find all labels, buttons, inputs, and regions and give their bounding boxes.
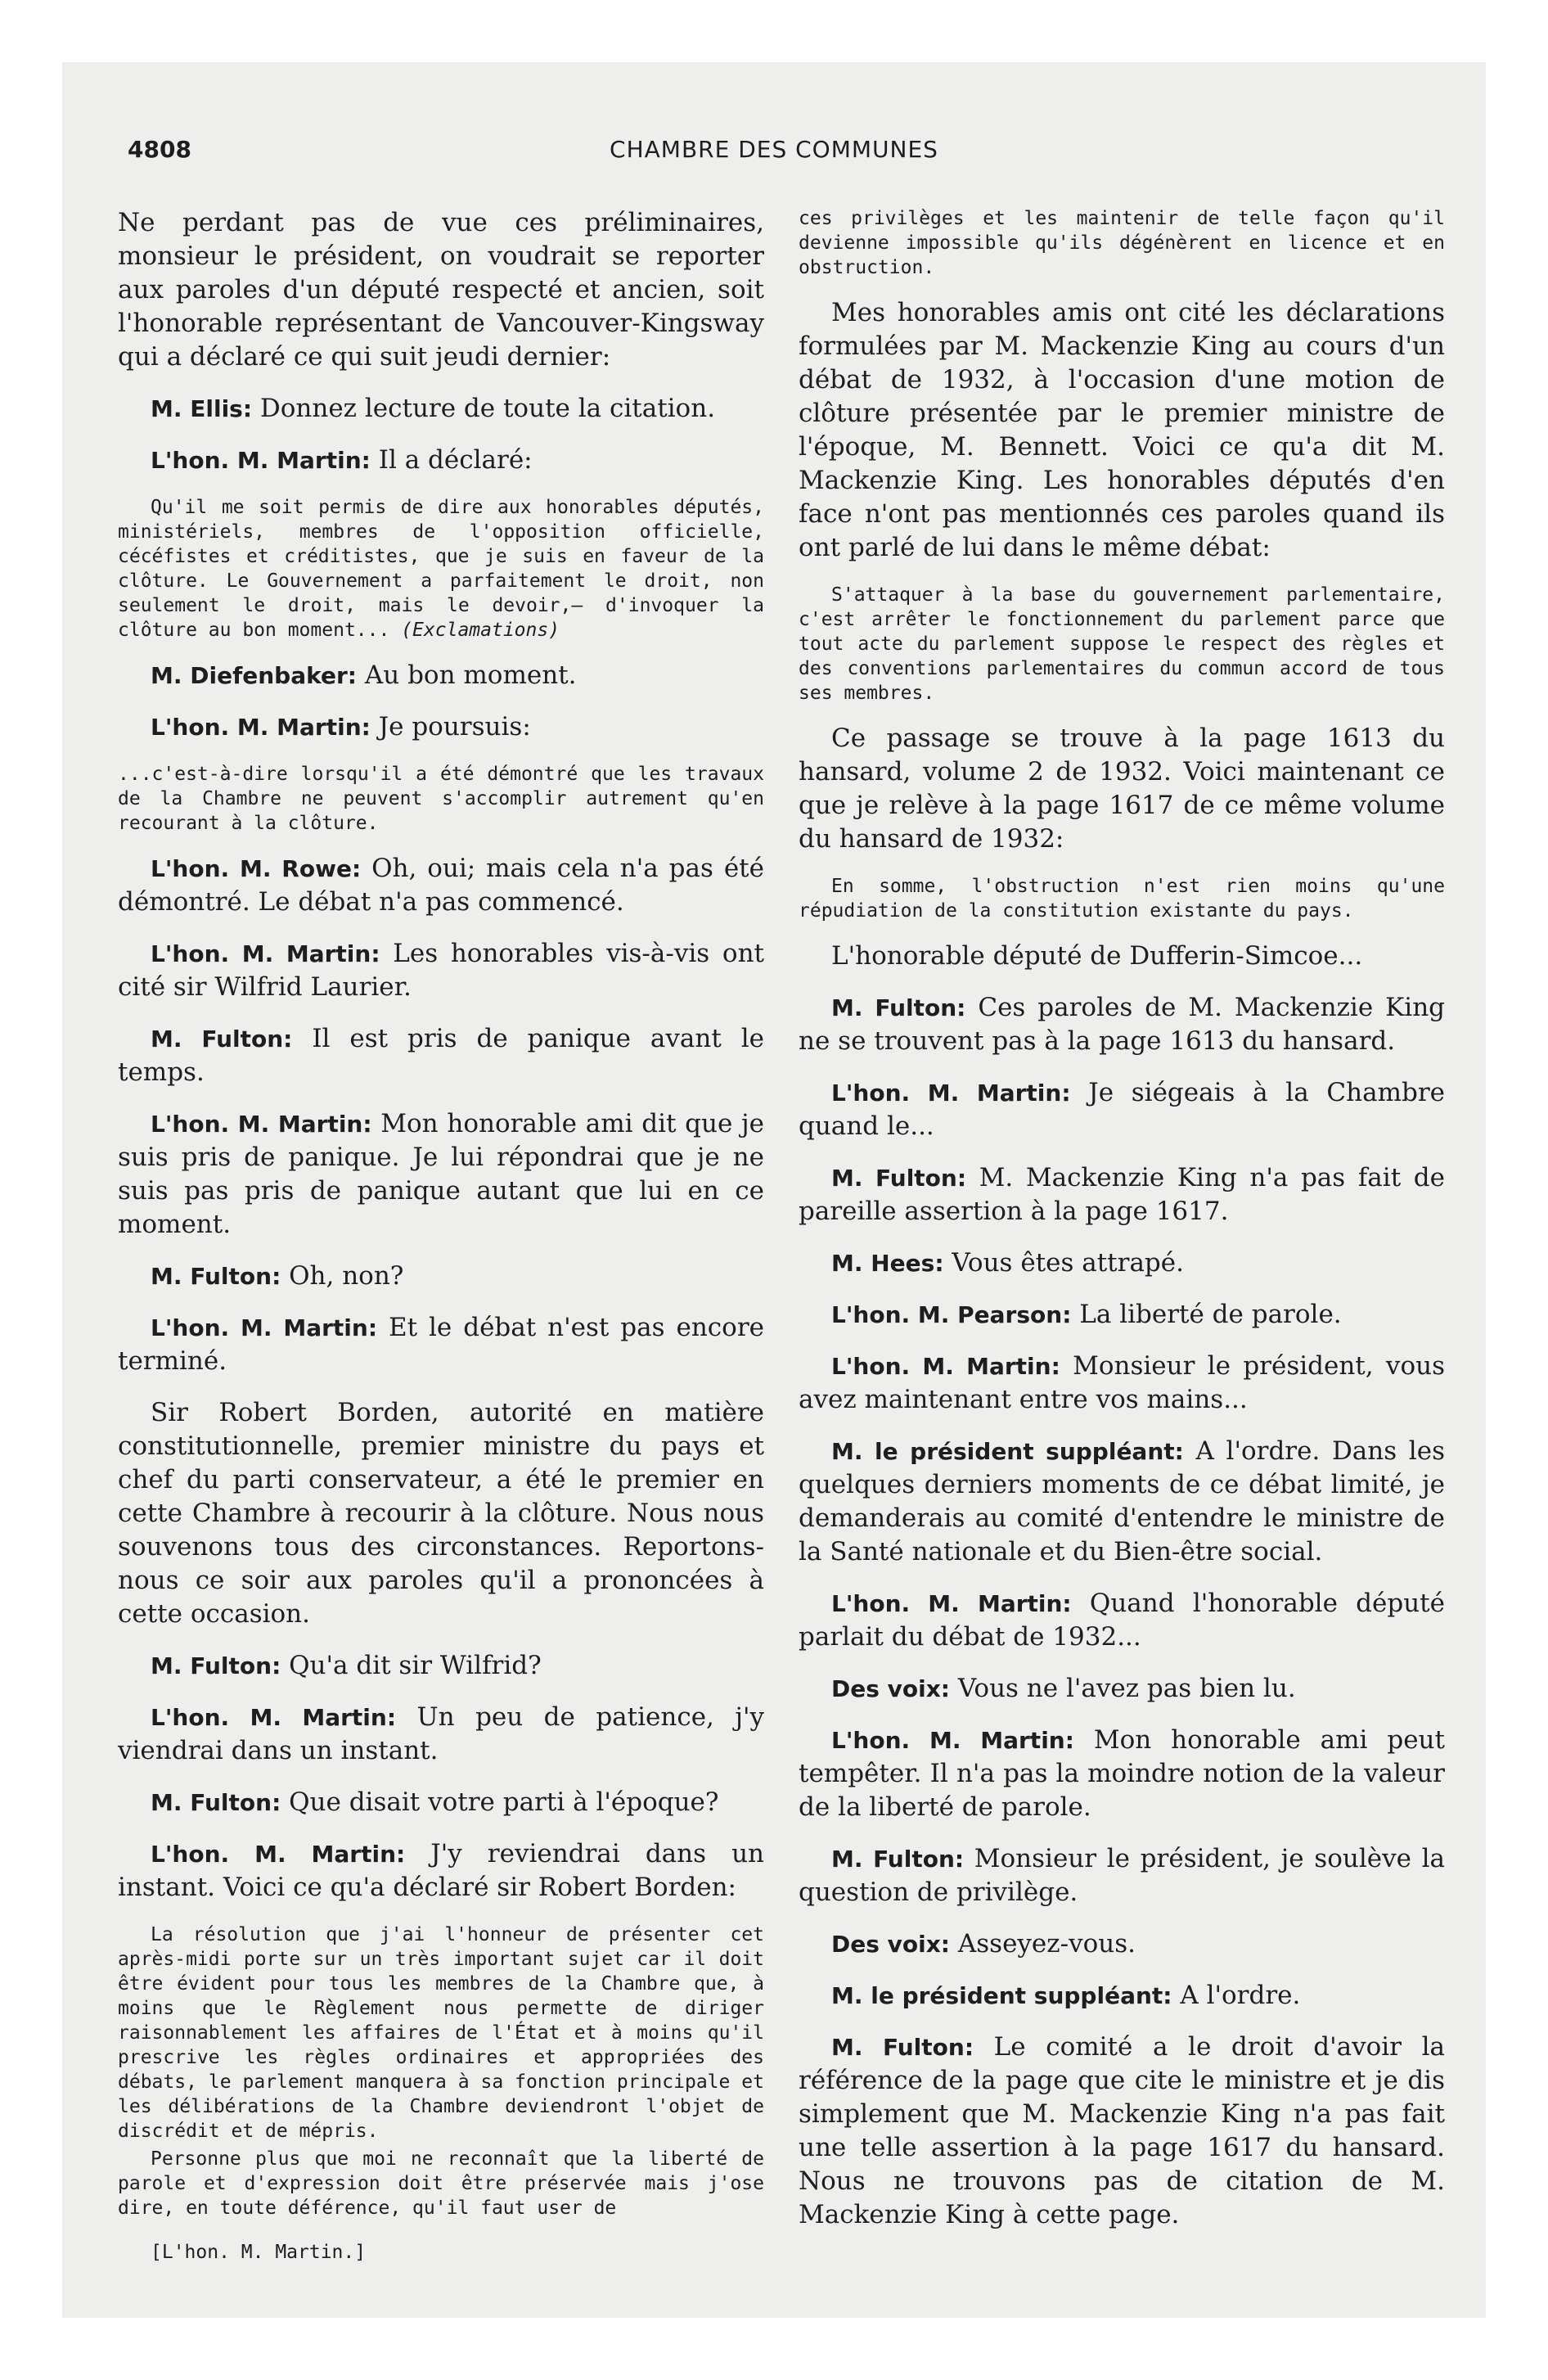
speaker-name: L'hon. M. Pearson:	[831, 1301, 1072, 1328]
right-column	[799, 206, 1445, 2250]
speech-text: Le comité a le droit d'avoir la référence de la page que cite le ministre et je dis simplement que M. Mackenzie King n'a pas fait une telle assertion à la page 1617 du hansard. Nous ne trouvons pas de citation de M. Mackenzie King à cette page.	[799, 2032, 1446, 2229]
speech	[799, 1246, 1445, 1280]
speech	[118, 1701, 764, 1768]
speaker-name: L'hon. M. Rowe:	[151, 855, 362, 882]
speech	[799, 2031, 1445, 2232]
speech-text: La liberté de parole.	[1079, 1300, 1342, 1329]
speaker-name: L'hon. M. Martin:	[151, 1111, 372, 1138]
speech	[118, 1837, 764, 1904]
speech-text: Quand l'honorable député parlait du débat de 1932...	[799, 1589, 1445, 1652]
speech-text: Que disait votre parti à l'époque?	[289, 1787, 719, 1817]
speaker-name: L'hon. M. Martin:	[151, 1704, 397, 1731]
speech	[799, 1672, 1445, 1706]
quotation	[799, 874, 1445, 923]
speech	[118, 1649, 764, 1683]
speaker-name: M. le président suppléant:	[831, 1438, 1184, 1465]
speaker-name: M. Ellis:	[151, 395, 253, 422]
speaker-name: L'hon. M. Martin:	[831, 1353, 1060, 1380]
speaker-name: M. Fulton:	[151, 1789, 281, 1816]
speaker-name: Des voix:	[831, 1675, 950, 1702]
speech-text: J'y reviendrai dans un instant. Voici ce qu'a déclaré sir Robert Borden:	[118, 1839, 765, 1902]
paragraph: Ne perdant pas de vue ces préliminaires, monsieur le président, on voudrait se reporter aux paroles d'un député respecté et ancien, soit l'honorable représentant de Vancouver-Kingsway qui a déclaré ce qui suit jeudi dernier:	[118, 208, 764, 372]
quotation	[799, 583, 1445, 705]
speech	[799, 1298, 1445, 1332]
speech-text: Je siégeais à la Chambre quand le...	[799, 1078, 1445, 1141]
speech-text: Monsieur le président, je soulève la question de privilège.	[799, 1844, 1446, 1907]
speech-text: Il a déclaré:	[378, 445, 533, 475]
speaker-name: L'hon. M. Martin:	[831, 1590, 1072, 1617]
speaker-footer: [L'hon. M. Martin.]	[151, 2242, 367, 2263]
speech	[118, 1107, 764, 1242]
quotation-text: La résolution que j'ai l'honneur de présenter cet après-midi porte sur un très important sujet car il doit être évident pour tous les membres de la Chambre que, à moins que le Règlement nous permette de diriger raisonnablement les affaires de l'État et à moins qu'il prescrive les règles ordinaires et appropriées des débats, le parlement manquera à sa fonction principale et les délibérations de la Chambre deviendront l'objet de discrédit et de mépris.	[118, 1924, 764, 2142]
speech	[799, 1435, 1445, 1569]
speech-text: Oh, oui; mais cela n'a pas été démontré. Le débat n'a pas commencé.	[118, 854, 764, 917]
speech	[799, 991, 1445, 1058]
speech-text: Au bon moment.	[364, 660, 577, 690]
speaker-name: M. Diefenbaker:	[151, 662, 357, 689]
speech	[799, 1979, 1445, 2013]
speech-text: A l'ordre. Dans les quelques derniers moments de ce débat limité, je demanderais au comité d'entendre le ministre de la Santé nationale et du Bien-être social.	[799, 1436, 1445, 1566]
speech	[799, 1724, 1445, 1824]
speech-text: Les honorables vis-à-vis ont cité sir Wilfrid Laurier.	[118, 939, 764, 1002]
speech	[118, 852, 764, 919]
quotation-text: ces privilèges et les maintenir de telle façon qu'il devienne impossible qu'ils dégénèrent en licence et en obstruction.	[799, 208, 1445, 278]
speech-text: Oh, non?	[289, 1261, 404, 1291]
quotation-text: Personne plus que moi ne reconnaît que la liberté de parole et d'expression doit être préservée mais j'ose dire, en toute déférence, qu'il faut user de	[118, 2148, 764, 2219]
speech	[118, 392, 764, 426]
speech-text: Mon honorable ami peut tempêter. Il n'a pas la moindre notion de la valeur de la liberté de parole.	[799, 1725, 1445, 1822]
speech-text: Vous ne l'avez pas bien lu.	[957, 1674, 1296, 1703]
speech	[118, 1311, 764, 1378]
paragraph: L'honorable député de Dufferin-Simcoe...	[831, 941, 1363, 971]
quotation-text: Qu'il me soit permis de dire aux honorables députés, ministériels, membres de l'opposition officielle, cécéfistes et créditistes, que je suis en faveur de la clôture. Le Gouvernement a parfaitement le droit, non seulement le droit, mais le devoir,— d'invoquer la clôture au bon moment...	[118, 497, 764, 641]
hansard-page	[62, 62, 1486, 2318]
quotation-text: S'attaquer à la base du gouvernement parlementaire, c'est arrêter le fonctionnement du parlement parce que tout acte du parlement suppose le respect des règles et des conventions parlementaires du commun accord de tous ses membres.	[799, 584, 1445, 704]
speaker-name: M. Fulton:	[151, 1025, 293, 1053]
page-number: 4808	[128, 136, 191, 163]
speech-text: Il est pris de panique avant le temps.	[118, 1024, 765, 1087]
speech	[118, 1786, 764, 1819]
quotation	[118, 1922, 764, 2143]
speech	[118, 937, 764, 1004]
speech-text: Donnez lecture de toute la citation.	[259, 394, 716, 423]
speech-text: Je poursuis:	[378, 712, 531, 741]
speech-text: M. Mackenzie King n'a pas fait de pareille assertion à la page 1617.	[799, 1163, 1445, 1226]
speaker-name: M. Fulton:	[831, 2034, 974, 2061]
speech	[799, 1161, 1445, 1228]
speech-text: Un peu de patience, j'y viendrai dans un instant.	[118, 1702, 764, 1765]
speech-text: Mon honorable ami dit que je suis pris de panique. Je lui répondrai que je ne suis pas pris de panique autant que lui en ce moment.	[118, 1109, 764, 1239]
speech	[118, 444, 764, 477]
paragraph: Sir Robert Borden, autorité en matière constitutionnelle, premier ministre du pays et chef du parti conservateur, a été le premier en cette Chambre à recourir à la clôture. Nous nous souvenons tous des circonstances. Reportons-nous ce soir aux paroles qu'il a prononcées à cette occasion.	[118, 1398, 764, 1629]
running-head: CHAMBRE DES COMMUNES	[610, 136, 938, 163]
speech	[799, 1076, 1445, 1143]
speaker-name: M. Hees:	[831, 1250, 944, 1277]
speech	[118, 1260, 764, 1293]
speaker-name: L'hon. M. Martin:	[151, 1841, 406, 1868]
quotation	[118, 2147, 764, 2220]
quotation	[799, 206, 1445, 280]
quotation	[118, 762, 764, 836]
speaker-name: M. Fulton:	[831, 1165, 967, 1192]
paragraph: Mes honorables amis ont cité les déclarations formulées par M. Mackenzie King au cours d'un débat de 1932, à l'occasion d'une motion de clôture présentée par le premier ministre de l'époque, M. Bennett. Voici ce qu'a dit M. Mackenzie King. Les honorables députés d'en face n'ont pas mentionnés ces paroles quand ils ont parlé de lui dans le même débat:	[799, 298, 1445, 562]
quotation-text: En somme, l'obstruction n'est rien moins qu'une répudiation de la constitution existante du pays.	[799, 876, 1445, 922]
speaker-name: M. Fulton:	[151, 1652, 281, 1679]
speaker-name: M. Fulton:	[831, 1846, 965, 1873]
speaker-name: L'hon. M. Martin:	[831, 1727, 1074, 1754]
speech	[118, 1022, 764, 1089]
speaker-name: L'hon. M. Martin:	[151, 447, 371, 474]
speech-text: Et le débat n'est pas encore terminé.	[118, 1313, 764, 1376]
speech	[799, 1927, 1445, 1961]
speaker-name: L'hon. M. Martin:	[151, 940, 380, 967]
quotation-text: ...c'est-à-dire lorsqu'il a été démontré que les travaux de la Chambre ne peuvent s'accomplir autrement qu'en recourant à la clôture.	[118, 764, 764, 834]
speaker-name: M. Fulton:	[151, 1263, 281, 1290]
left-column	[118, 206, 764, 2263]
speech	[799, 1587, 1445, 1654]
speaker-name: M. Fulton:	[831, 994, 966, 1021]
speaker-name: Des voix:	[831, 1931, 950, 1958]
speech-text: Ces paroles de M. Mackenzie King ne se trouvent pas à la page 1613 du hansard.	[799, 993, 1446, 1056]
speech-text: Asseyez-vous.	[957, 1929, 1136, 1959]
speaker-name: M. le président suppléant:	[831, 1982, 1172, 2009]
speech	[118, 710, 764, 744]
speech	[799, 1842, 1445, 1909]
paragraph: Ce passage se trouve à la page 1613 du hansard, volume 2 de 1932. Voici maintenant ce que je relève à la page 1617 de ce même volume du hansard de 1932:	[799, 723, 1445, 854]
speech-text: Qu'a dit sir Wilfrid?	[289, 1651, 542, 1680]
speech	[799, 1350, 1445, 1417]
speaker-name: L'hon. M. Martin:	[831, 1080, 1071, 1107]
quotation-aside: (Exclamations)	[401, 620, 560, 641]
speaker-name: L'hon. M. Martin:	[151, 714, 371, 741]
speech	[118, 659, 764, 692]
speaker-name: L'hon. M. Martin:	[151, 1314, 378, 1341]
speech-text: A l'ordre.	[1180, 1981, 1301, 2010]
speech-text: Monsieur le président, vous avez maintenant entre vos mains...	[799, 1351, 1445, 1414]
page-header	[128, 136, 1420, 169]
speech-text: Vous êtes attrapé.	[952, 1248, 1184, 1278]
quotation	[118, 495, 764, 642]
